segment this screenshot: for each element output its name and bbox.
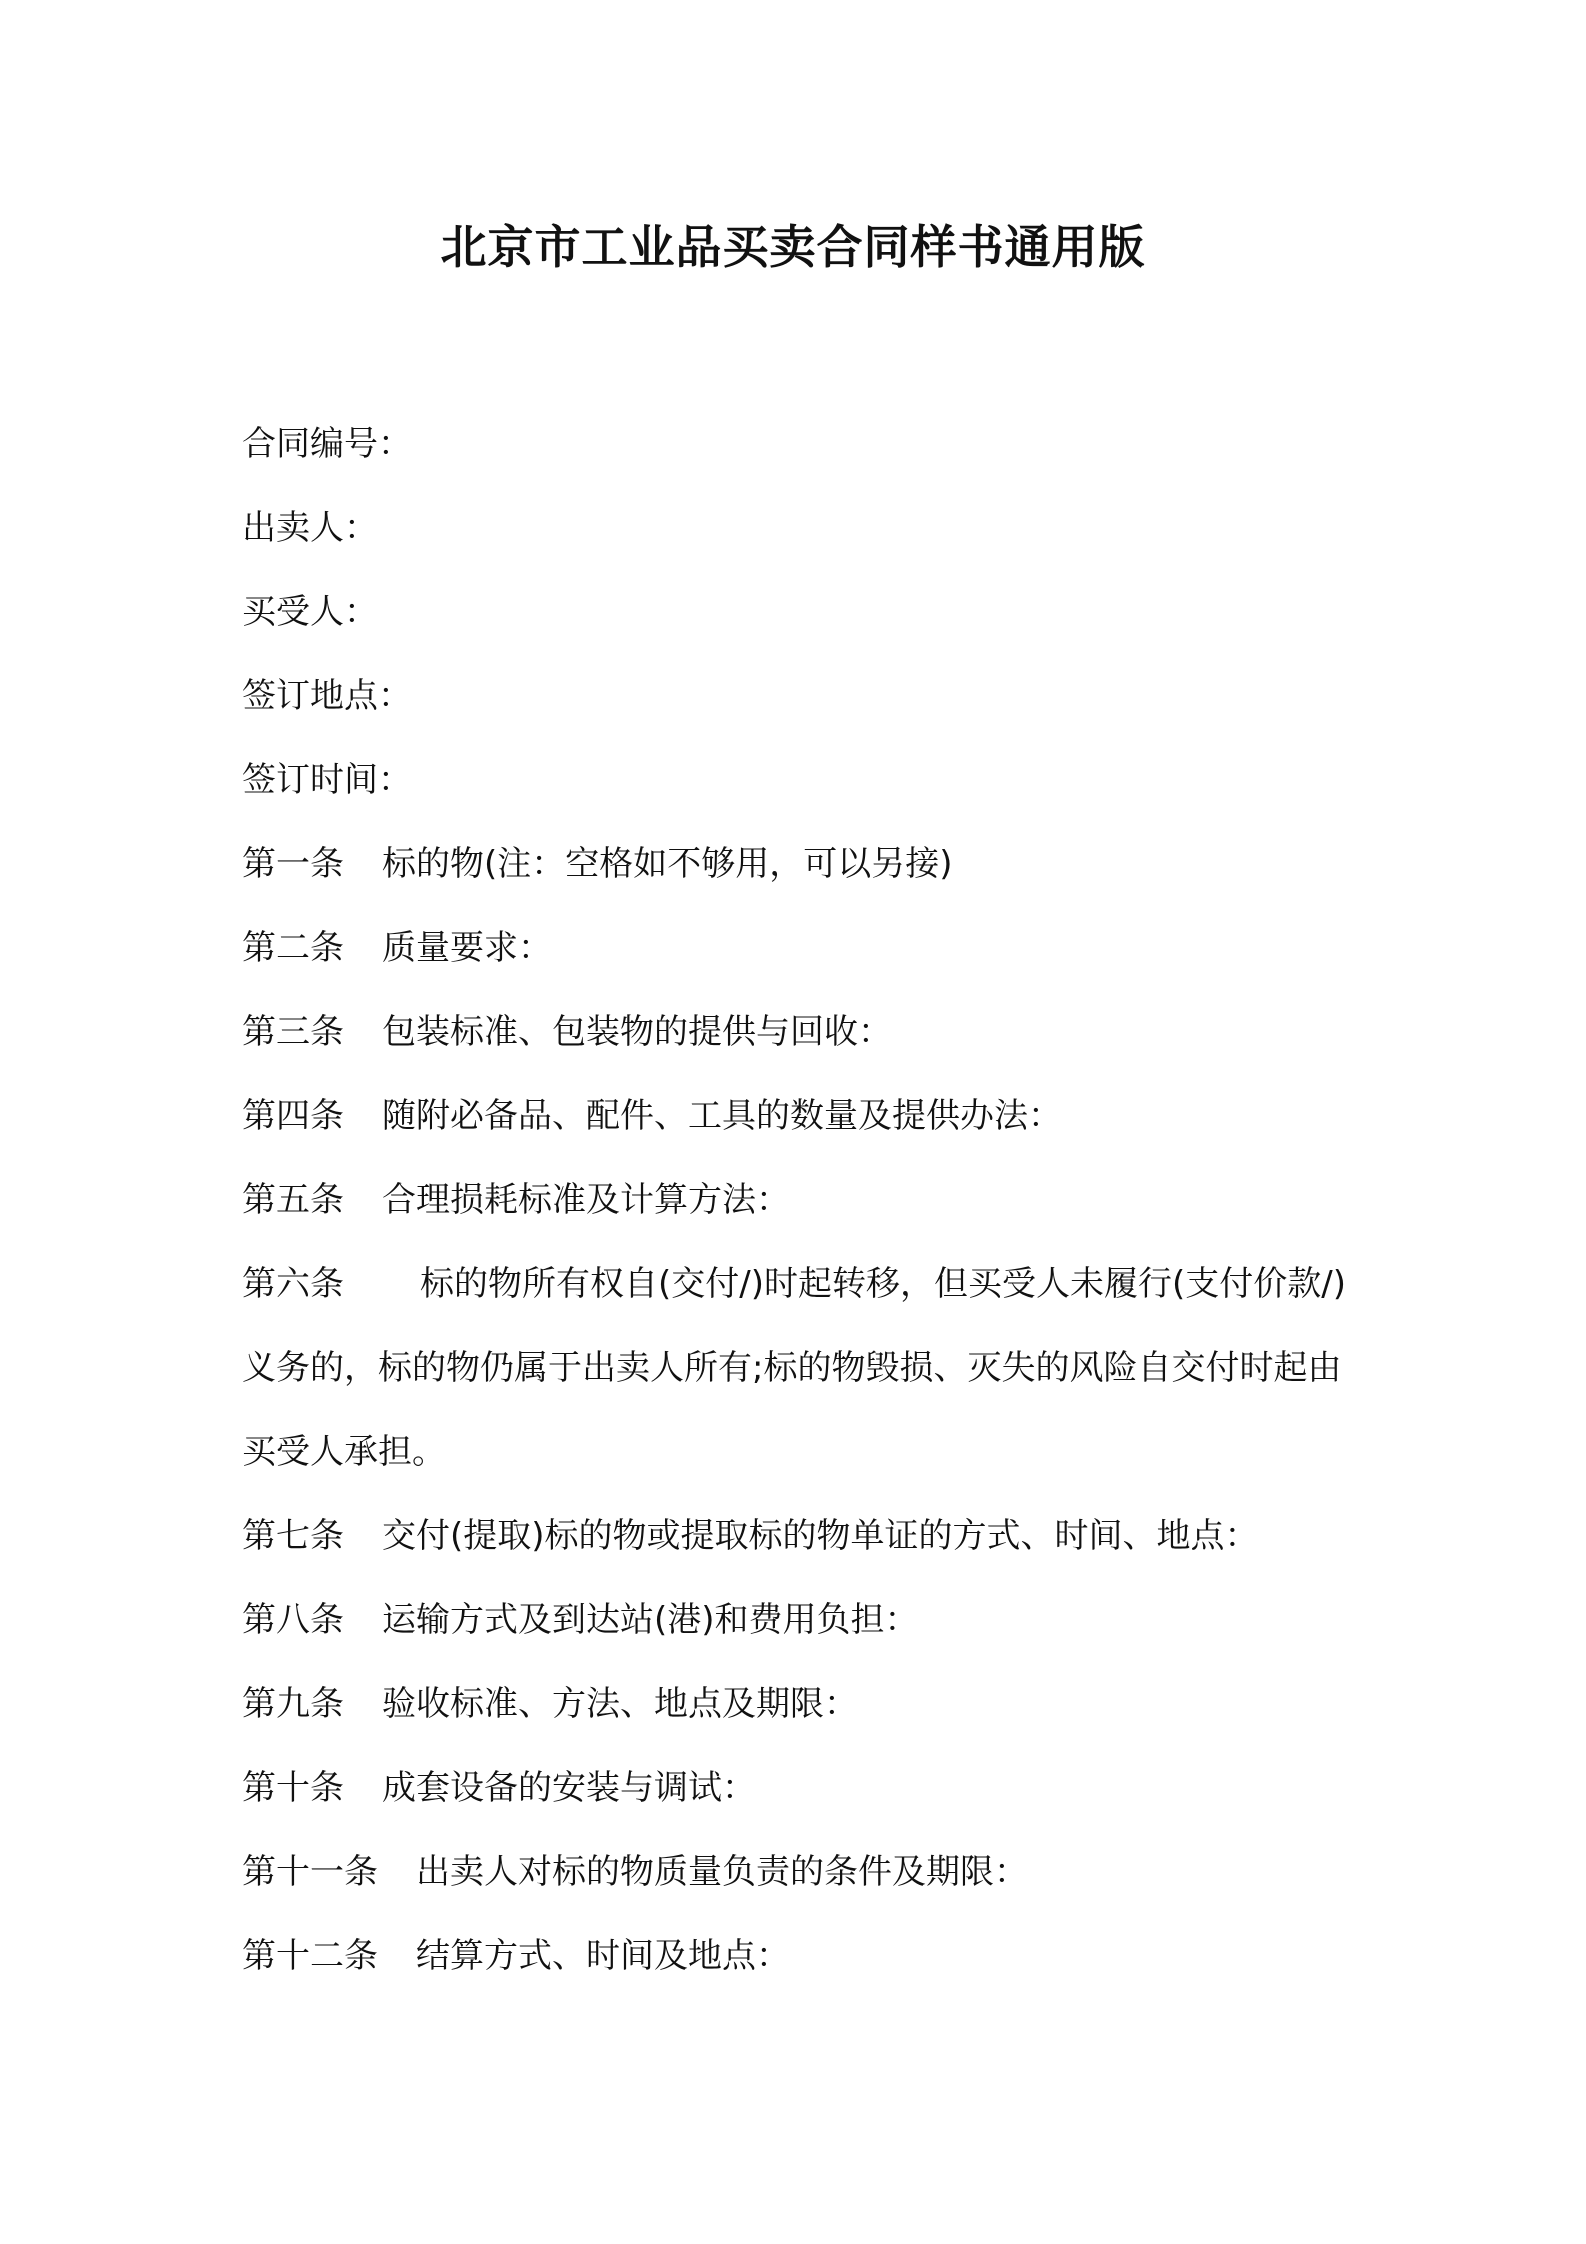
article-number: 第十条 xyxy=(242,1768,344,1808)
article-number: 第一条 xyxy=(242,844,344,884)
article-11 xyxy=(242,1830,1362,1914)
article-number: 第三条 xyxy=(242,1012,344,1052)
field-contract-number: 合同编号： xyxy=(242,424,412,464)
article-number: 第七条 xyxy=(242,1516,344,1556)
article-text: 运输方式及到达站(港)和费用负担： xyxy=(382,1600,919,1640)
article-number: 第十一条 xyxy=(242,1852,378,1892)
article-4 xyxy=(242,1074,1362,1158)
article-7 xyxy=(242,1494,1362,1578)
article-text: 验收标准、方法、地点及期限： xyxy=(382,1684,858,1724)
article-9 xyxy=(242,1662,1362,1746)
article-text: 质量要求： xyxy=(382,928,552,968)
article-number: 第六条 xyxy=(242,1264,344,1304)
article-3 xyxy=(242,990,1362,1074)
article-text: 标的物(注：空格如不够用，可以另接) xyxy=(382,844,953,884)
article-number: 第九条 xyxy=(242,1684,344,1724)
article-text: 交付(提取)标的物或提取标的物单证的方式、时间、地点： xyxy=(382,1516,1259,1556)
article-5 xyxy=(242,1158,1362,1242)
field-buyer: 买受人： xyxy=(242,592,378,632)
article-1 xyxy=(242,822,1362,906)
article-8 xyxy=(242,1578,1362,1662)
article-number: 第五条 xyxy=(242,1180,344,1220)
article-text: 成套设备的安装与调试： xyxy=(382,1768,756,1808)
field-signing-place: 签订地点： xyxy=(242,676,412,716)
article-10 xyxy=(242,1746,1362,1830)
article-text: 合理损耗标准及计算方法： xyxy=(382,1180,790,1220)
article-text: 包装标准、包装物的提供与回收： xyxy=(382,1012,892,1052)
article-2 xyxy=(242,906,1362,990)
article-text: 随附必备品、配件、工具的数量及提供办法： xyxy=(382,1096,1062,1136)
article-number: 第八条 xyxy=(242,1600,344,1640)
field-seller: 出卖人： xyxy=(242,508,378,548)
article-number: 第十二条 xyxy=(242,1936,378,1976)
article-text: 出卖人对标的物质量负责的条件及期限： xyxy=(416,1852,1028,1892)
document-title: 北京市工业品买卖合同样书通用版 xyxy=(440,220,1146,274)
document-body xyxy=(242,402,1362,1998)
article-number: 第二条 xyxy=(242,928,344,968)
article-12 xyxy=(242,1914,1362,1998)
article-text: 结算方式、时间及地点： xyxy=(416,1936,790,1976)
field-signing-time: 签订时间： xyxy=(242,760,412,800)
article-number: 第四条 xyxy=(242,1096,344,1136)
article-6 xyxy=(242,1242,1362,1494)
article-text: 标的物所有权自(交付/)时起转移，但买受人未履行(支付价款/)义务的，标的物仍属于出卖人所有;标的物毁损、灭失的风险自交付时起由买受人承担。 xyxy=(242,1264,1346,1472)
